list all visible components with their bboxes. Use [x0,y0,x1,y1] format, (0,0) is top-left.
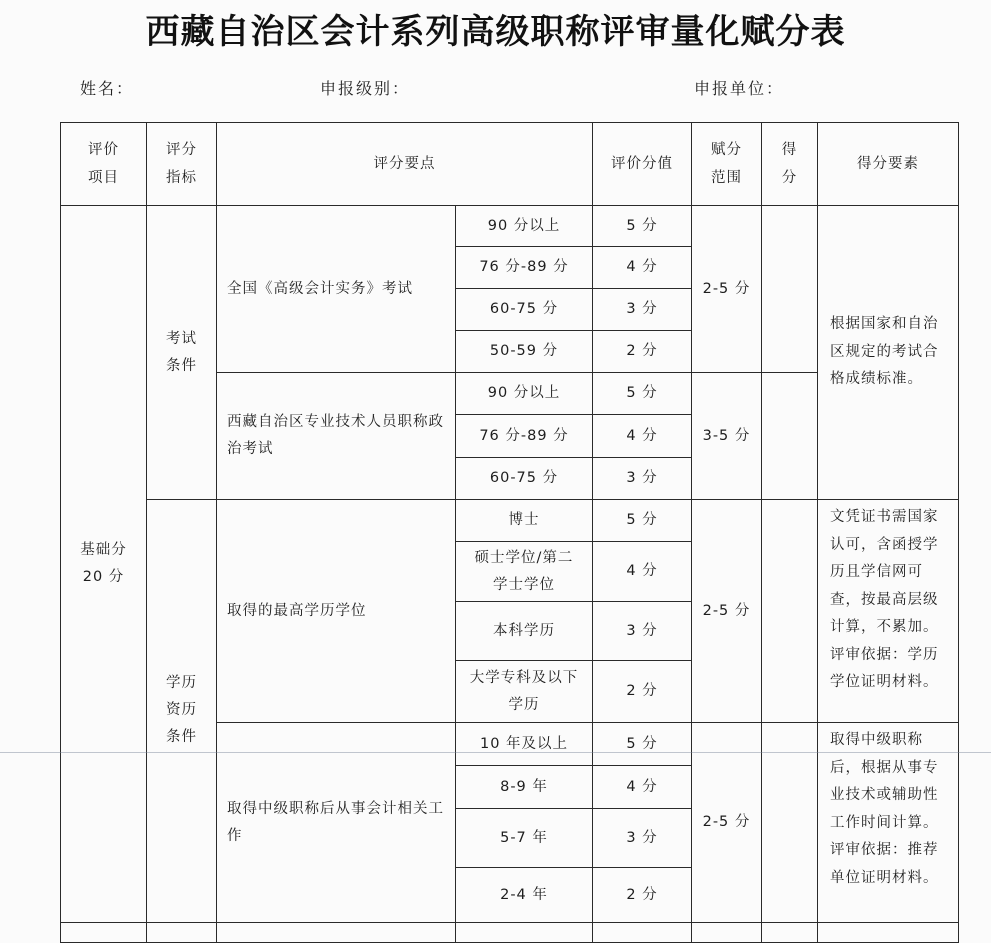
criterion-cell: 76 分-89 分 [456,247,593,289]
header-value: 评价分值 [593,123,692,206]
score-input-cell[interactable] [762,500,818,723]
criterion-cell: 5-7 年 [456,809,593,868]
criterion-cell: 2-4 年 [456,868,593,923]
item-score: 20 分 [82,569,125,585]
value-cell: 4 分 [593,415,692,458]
criterion-cell: 硕士学位/第二学士学位 [456,542,593,602]
criterion-cell: 76 分-89 分 [456,415,593,458]
criterion-cell: 60-75 分 [456,458,593,500]
header-range: 赋分范围 [692,123,762,206]
header-points: 评分要点 [217,123,593,206]
header-requirement: 得分要素 [818,123,959,206]
header-item: 评价项目 [61,123,147,206]
criterion-cell: 10 年及以上 [456,723,593,766]
value-cell: 2 分 [593,868,692,923]
value-cell: 5 分 [593,723,692,766]
value-cell: 3 分 [593,458,692,500]
criterion-cell: 50-59 分 [456,331,593,373]
point-cell: 取得中级职称后从事会计相关工作 [217,723,456,923]
criterion-cell: 90 分以上 [456,206,593,247]
criterion-cell: 60-75 分 [456,289,593,331]
value-cell: 2 分 [593,661,692,723]
score-input-cell[interactable] [762,373,818,500]
name-field-label: 姓名： [80,79,135,98]
page-title: 西藏自治区会计系列高级职称评审量化赋分表 [145,12,846,52]
value-cell: 3 分 [593,809,692,868]
score-input-cell[interactable] [762,206,818,373]
point-cell: 全国《高级会计实务》考试 [217,206,456,373]
level-field-label: 申报级别： [320,79,411,98]
item-label: 基础分 [80,542,127,558]
value-cell: 4 分 [593,542,692,602]
value-cell: 4 分 [593,247,692,289]
value-cell: 2 分 [593,331,692,373]
header-row [61,123,959,206]
unit-field-label: 申报单位： [694,79,785,98]
table-row [61,206,959,247]
value-cell: 5 分 [593,373,692,415]
requirement-cell: 取得中级职称后，根据从事专业技术或辅助性工作时间计算。评审依据：推荐单位证明材料。 [818,723,959,923]
table-row [61,500,959,542]
range-cell: 2-5 分 [692,206,762,373]
range-cell: 2-5 分 [692,500,762,723]
criterion-cell: 本科学历 [456,602,593,661]
criterion-cell: 90 分以上 [456,373,593,415]
criterion-cell: 大学专科及以下学历 [456,661,593,723]
indicator-cell-education: 学历资历条件 [147,500,217,923]
scan-artifact-line [0,752,991,753]
item-cell [61,206,147,923]
criterion-cell: 8-9 年 [456,766,593,809]
value-cell: 3 分 [593,602,692,661]
value-cell: 3 分 [593,289,692,331]
table-row-next [61,923,959,943]
range-cell: 2-5 分 [692,723,762,923]
value-cell: 4 分 [593,766,692,809]
value-cell: 5 分 [593,206,692,247]
point-cell: 取得的最高学历学位 [217,500,456,723]
point-cell: 西藏自治区专业技术人员职称政治考试 [217,373,456,500]
scoring-table [60,122,959,943]
criterion-cell: 博士 [456,500,593,542]
value-cell: 5 分 [593,500,692,542]
range-cell: 3-5 分 [692,373,762,500]
header-indicator: 评分指标 [147,123,217,206]
requirement-cell: 文凭证书需国家认可，含函授学历且学信网可查，按最高层级计算，不累加。评审依据：学历学位证明材料。 [818,500,959,723]
header-score: 得分 [762,123,818,206]
requirement-cell: 根据国家和自治区规定的考试合格成绩标准。 [818,206,959,500]
indicator-cell-exam: 考试条件 [147,206,217,500]
